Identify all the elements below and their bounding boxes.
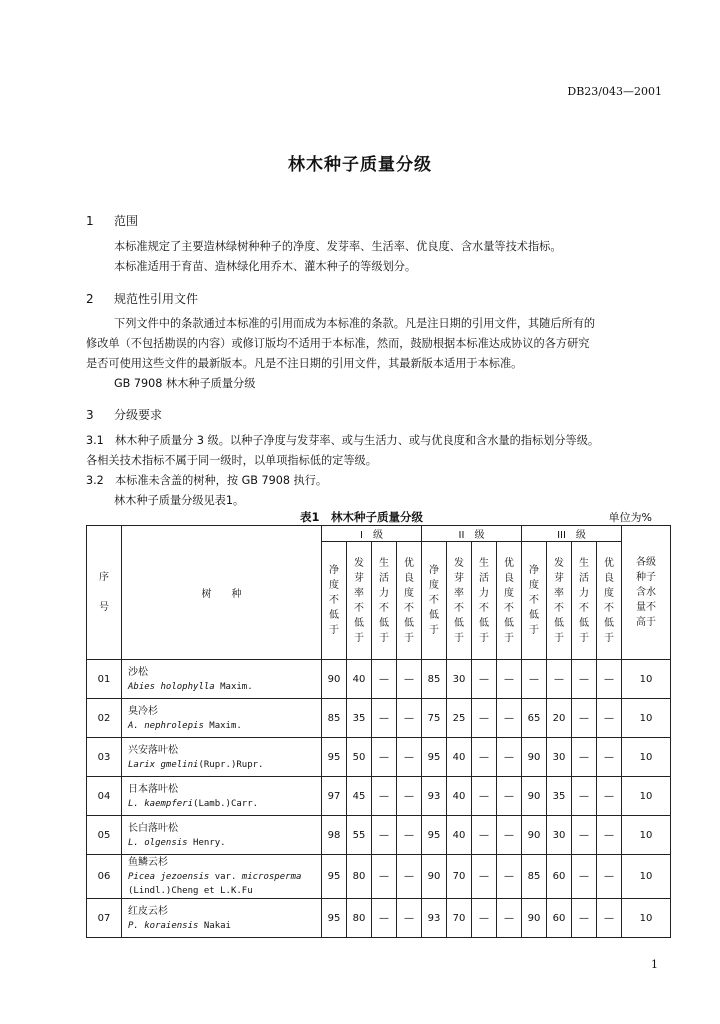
grade-value: 90	[522, 899, 547, 938]
paragraph: 3.2 本标准未含盖的树种，按 GB 7908 执行。	[86, 474, 328, 487]
grade-value: —	[397, 699, 422, 738]
grade-value: 50	[347, 738, 372, 777]
table-caption: 表1 林木种子质量分级	[300, 510, 424, 524]
section-heading-3	[86, 406, 162, 423]
grade-value: —	[572, 855, 597, 899]
grade-value: —	[497, 855, 522, 899]
grade-value: 90	[522, 777, 547, 816]
latin-binomial: A. nephrolepis	[128, 720, 204, 731]
grade-value: —	[397, 738, 422, 777]
paragraph: 本标准适用于育苗、造林绿化用乔木、灌木种子的等级划分。	[114, 260, 417, 273]
page-title: 林木种子质量分级	[288, 155, 432, 175]
species-latin-name	[128, 758, 321, 772]
latin-authority: Maxim.	[214, 681, 253, 692]
grade-value: —	[472, 899, 497, 938]
section-title: 范围	[114, 214, 139, 228]
row-number: 02	[87, 699, 122, 738]
grade-value: 85	[322, 699, 347, 738]
grade-value: 30	[447, 660, 472, 699]
reference-item: GB 7908 林木种子质量分级	[114, 377, 256, 390]
grade-value: —	[372, 699, 397, 738]
grade-value: —	[397, 855, 422, 899]
moisture-value: 10	[622, 777, 671, 816]
section-title: 分级要求	[114, 408, 163, 422]
species-chinese-name: 日本落叶松	[128, 783, 178, 795]
grade-value: 30	[547, 738, 572, 777]
grade-value: —	[397, 816, 422, 855]
section-heading-2	[86, 290, 198, 307]
grade-value: 40	[447, 816, 472, 855]
species-cell	[122, 899, 322, 938]
grade-value: —	[472, 855, 497, 899]
latin-binomial: Picea jezoensis	[128, 872, 210, 882]
species-cell	[122, 699, 322, 738]
latin-authority: Maxim.	[203, 720, 242, 731]
header-grade-3: III 级	[522, 526, 622, 542]
latin-authority: Henry.	[187, 837, 226, 848]
header-criterion: 生 活 力 不 低 于	[372, 542, 397, 660]
grade-value: 25	[447, 699, 472, 738]
table-row	[87, 899, 671, 938]
grade-value: 90	[322, 660, 347, 699]
species-cell	[122, 777, 322, 816]
species-chinese-name: 兴安落叶松	[128, 744, 178, 756]
species-latin-name	[128, 719, 321, 733]
grade-value: 85	[422, 660, 447, 699]
species-latin-name	[128, 870, 321, 884]
grade-value: —	[372, 855, 397, 899]
grade-value: 60	[547, 899, 572, 938]
row-number: 04	[87, 777, 122, 816]
grade-value: 93	[422, 899, 447, 938]
species-cell	[122, 738, 322, 777]
paragraph: 修改单（不包括勘误的内容）或修订版均不适用于本标准，然而，鼓励根据本标准达成协议的各方研究	[86, 337, 590, 350]
page-number: 1	[651, 958, 658, 971]
table-row	[87, 855, 671, 899]
grade-value: 95	[322, 899, 347, 938]
species-cell	[122, 660, 322, 699]
header-criterion: 净 度 不 低 于	[422, 542, 447, 660]
section-title: 规范性引用文件	[114, 292, 199, 306]
grade-value: —	[597, 738, 622, 777]
document-number: DB23/043—2001	[567, 85, 662, 98]
grade-value: —	[597, 660, 622, 699]
grade-value: —	[472, 738, 497, 777]
latin-authority: (Lamb.)Carr.	[193, 798, 259, 809]
grade-value: —	[497, 660, 522, 699]
grade-value: —	[372, 738, 397, 777]
header-seq: 序 号	[87, 526, 122, 660]
header-criterion: 发 芽 率 不 低 于	[347, 542, 372, 660]
latin-binomial: P. koraiensis	[128, 920, 199, 931]
header-grade-2: II 级	[422, 526, 522, 542]
header-criterion: 生 活 力 不 低 于	[572, 542, 597, 660]
paragraph: 本标准规定了主要造林绿树种种子的净度、发芽率、生活率、优良度、含水量等技术指标。	[114, 240, 562, 253]
grade-value: —	[572, 777, 597, 816]
header-criterion: 净 度 不 低 于	[322, 542, 347, 660]
grade-value: —	[472, 777, 497, 816]
grade-value: 45	[347, 777, 372, 816]
grade-value: —	[497, 699, 522, 738]
grade-value: —	[372, 660, 397, 699]
grade-value: 35	[347, 699, 372, 738]
header-moisture: 各级 种子 含水 量不 高于	[622, 526, 671, 660]
grade-value: 20	[547, 699, 572, 738]
header-criterion: 净 度 不 低 于	[522, 542, 547, 660]
grade-value: 95	[322, 738, 347, 777]
grade-value: —	[497, 816, 522, 855]
grade-value: 30	[547, 816, 572, 855]
table-row	[87, 660, 671, 699]
grade-value: —	[547, 660, 572, 699]
grade-value: —	[597, 816, 622, 855]
header-criterion: 优 良 度 不 低 于	[397, 542, 422, 660]
row-number: 06	[87, 855, 122, 899]
grade-value: —	[572, 816, 597, 855]
table-row	[87, 777, 671, 816]
grade-value: 85	[522, 855, 547, 899]
latin-binomial: L. kaempferi	[128, 798, 194, 809]
grade-value: 90	[522, 738, 547, 777]
grade-value: —	[572, 738, 597, 777]
table-row	[87, 816, 671, 855]
paragraph: 下列文件中的条款通过本标准的引用而成为本标准的条款。凡是注日期的引用文件，其随后所有的	[114, 317, 596, 330]
latin-authority: var.	[209, 872, 242, 882]
latin-authority: (Lindl.)Cheng et L.K.Fu	[128, 886, 253, 896]
header-grade-1: I 级	[322, 526, 422, 542]
grade-value: 93	[422, 777, 447, 816]
grade-value: —	[597, 899, 622, 938]
grade-table	[86, 525, 671, 938]
grade-value: —	[497, 899, 522, 938]
grade-value: —	[522, 660, 547, 699]
grade-value: 90	[422, 855, 447, 899]
latin-authority: (Rupr.)Rupr.	[198, 759, 264, 770]
header-criterion: 优 良 度 不 低 于	[597, 542, 622, 660]
grade-value: 95	[422, 816, 447, 855]
latin-binomial: Larix gmelini	[128, 759, 199, 770]
latin-authority: Nakai	[198, 920, 231, 931]
species-chinese-name: 沙松	[128, 666, 148, 678]
header-criterion: 生 活 力 不 低 于	[472, 542, 497, 660]
grade-value: —	[497, 738, 522, 777]
grade-value: 40	[447, 738, 472, 777]
section-number: 2	[86, 292, 94, 306]
paragraph: 林木种子质量分级见表1。	[114, 494, 245, 507]
row-number: 05	[87, 816, 122, 855]
grade-value: —	[472, 816, 497, 855]
latin-binomial: L. olgensis	[128, 837, 188, 848]
header-species: 树 种	[122, 526, 322, 660]
paragraph: 3.1 林木种子质量分 3 级。以种子净度与发芽率、或与生活力、或与优良度和含水量的指标划分等级。	[86, 434, 600, 447]
grade-value: —	[397, 660, 422, 699]
grade-value: 75	[422, 699, 447, 738]
header-criterion: 发 芽 率 不 低 于	[547, 542, 572, 660]
paragraph: 各相关技术指标不属于同一级时，以单项指标低的定等级。	[86, 454, 377, 467]
section-number: 1	[86, 214, 94, 228]
section-heading-1	[86, 212, 138, 229]
row-number: 07	[87, 899, 122, 938]
moisture-value: 10	[622, 738, 671, 777]
grade-value: —	[397, 777, 422, 816]
grade-value: 60	[547, 855, 572, 899]
grade-value: —	[472, 699, 497, 738]
grade-value: —	[497, 777, 522, 816]
grade-value: —	[472, 660, 497, 699]
grade-value: 95	[322, 855, 347, 899]
grade-value: —	[597, 699, 622, 738]
table-unit: 单位为%	[608, 511, 652, 524]
table-row	[87, 738, 671, 777]
section-number: 3	[86, 408, 94, 422]
table-row	[87, 699, 671, 738]
grade-value: 80	[347, 899, 372, 938]
grade-value: —	[372, 899, 397, 938]
latin-variety: microsperma	[241, 872, 302, 882]
moisture-value: 10	[622, 816, 671, 855]
grade-value: —	[572, 699, 597, 738]
moisture-value: 10	[622, 660, 671, 699]
species-latin-name	[128, 680, 321, 694]
grade-value: —	[572, 660, 597, 699]
grade-value: —	[597, 777, 622, 816]
row-number: 03	[87, 738, 122, 777]
grade-value: —	[397, 899, 422, 938]
grade-value: 35	[547, 777, 572, 816]
grade-value: —	[572, 899, 597, 938]
grade-value: 80	[347, 855, 372, 899]
grade-value: 70	[447, 899, 472, 938]
grade-value: 55	[347, 816, 372, 855]
moisture-value: 10	[622, 699, 671, 738]
species-chinese-name: 红皮云杉	[128, 905, 168, 917]
paragraph: 是否可使用这些文件的最新版本。凡是不注日期的引用文件，其最新版本适用于本标准。	[86, 357, 523, 370]
grade-value: 95	[422, 738, 447, 777]
species-latin-name	[128, 919, 321, 933]
header-criterion: 发 芽 率 不 低 于	[447, 542, 472, 660]
grade-value: 90	[522, 816, 547, 855]
moisture-value: 10	[622, 855, 671, 899]
species-latin-name	[128, 797, 321, 811]
species-cell	[122, 816, 322, 855]
grade-value: 70	[447, 855, 472, 899]
grade-value: 40	[447, 777, 472, 816]
grade-value: 40	[347, 660, 372, 699]
species-cell	[122, 855, 322, 899]
row-number: 01	[87, 660, 122, 699]
species-chinese-name: 长白落叶松	[128, 822, 178, 834]
species-latin-name	[128, 836, 321, 850]
latin-binomial: Abies holophylla	[128, 681, 215, 692]
grade-value: —	[372, 816, 397, 855]
grade-value: 97	[322, 777, 347, 816]
grade-value: 98	[322, 816, 347, 855]
header-criterion: 优 良 度 不 低 于	[497, 542, 522, 660]
species-chinese-name: 鱼鳞云杉	[128, 857, 168, 868]
grade-value: —	[372, 777, 397, 816]
grade-value: 65	[522, 699, 547, 738]
moisture-value: 10	[622, 899, 671, 938]
grade-value: —	[597, 855, 622, 899]
species-chinese-name: 臭冷杉	[128, 705, 158, 717]
